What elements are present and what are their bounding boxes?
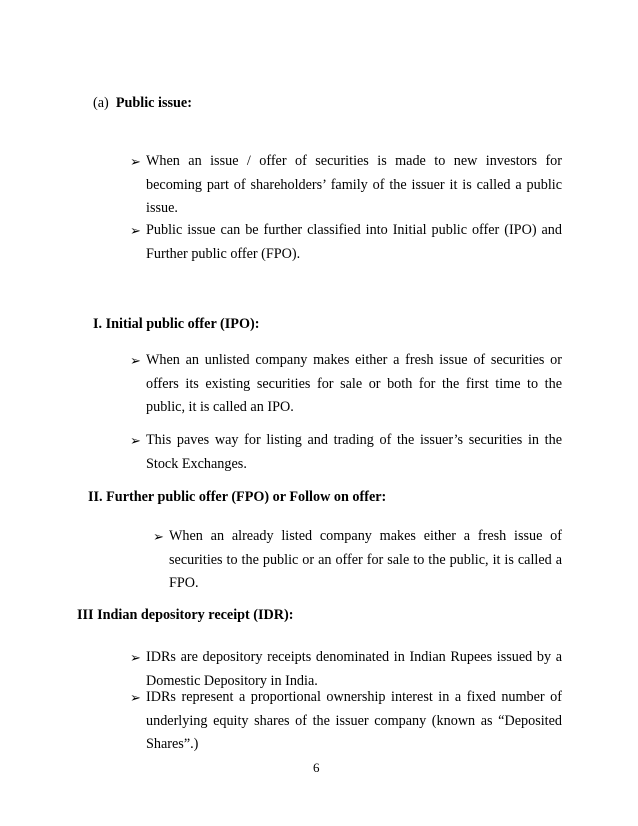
bullet-text: When an issue / offer of securities is made to new investors for becoming part of shareholders’ family of the issuer it is called a public issue. — [146, 153, 562, 216]
arrow-bullet-icon: ➢ — [130, 353, 141, 368]
arrow-bullet-icon: ➢ — [130, 650, 141, 665]
heading-title: I. Initial public offer (IPO): — [93, 316, 260, 332]
list-item — [153, 525, 562, 596]
heading-title: III Indian depository receipt (IDR): — [77, 607, 294, 623]
arrow-bullet-icon: ➢ — [153, 529, 164, 544]
arrow-bullet-icon: ➢ — [130, 154, 141, 169]
heading-ipo — [93, 316, 259, 333]
arrow-bullet-icon: ➢ — [130, 223, 141, 238]
heading-marker: (a) — [93, 95, 109, 111]
list-item — [130, 349, 562, 420]
bullet-text: When an unlisted company makes either a fresh issue of securities or offers its existing securities for sale or both for the first time to the public, it is called an IPO. — [146, 352, 562, 415]
bullet-text: IDRs represent a proportional ownership interest in a fixed number of underlying equity shares of the issuer company (known as “Deposited Shares”.) — [146, 689, 562, 752]
bullet-text: This paves way for listing and trading of the issuer’s securities in the Stock Exchanges. — [146, 432, 562, 472]
heading-title: Public issue: — [115, 95, 192, 111]
list-item — [130, 686, 562, 757]
list-item — [130, 429, 562, 476]
heading-title: II. Further public offer (FPO) or Follow on offer: — [88, 489, 387, 505]
heading-fpo — [88, 489, 386, 506]
arrow-bullet-icon: ➢ — [130, 690, 141, 705]
heading-idr — [77, 607, 294, 624]
page-number: 6 — [313, 760, 320, 775]
bullet-text: IDRs are depository receipts denominated in Indian Rupees issued by a Domestic Depository in India. — [146, 649, 562, 689]
list-item — [130, 219, 562, 266]
bullet-text: When an already listed company makes either a fresh issue of securities to the public or an offer for sale to the public, it is called a FPO. — [169, 528, 562, 591]
heading-public-issue — [93, 95, 192, 112]
list-item — [130, 150, 562, 221]
arrow-bullet-icon: ➢ — [130, 433, 141, 448]
bullet-text: Public issue can be further classified into Initial public offer (IPO) and Further public offer (FPO). — [146, 222, 562, 262]
